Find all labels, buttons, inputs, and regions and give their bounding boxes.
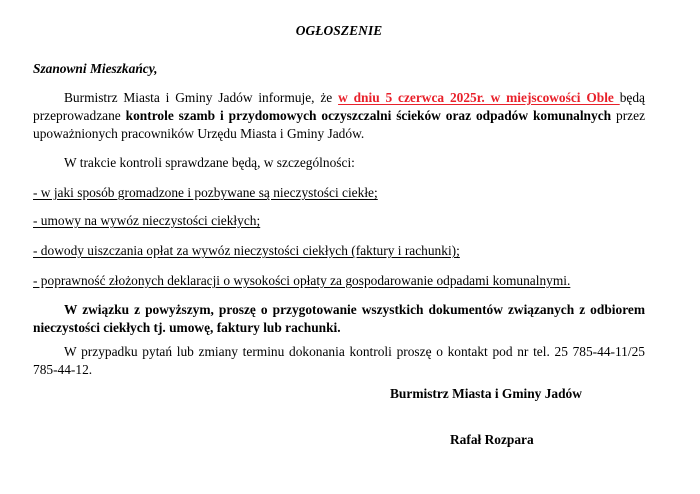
signature-name: Rafał Rozpara [450,432,534,447]
paragraph-ending-text: przez upoważnionych pracowników Urzędu Miasta i Gminy Jadów. [33,108,646,141]
announcement-document [33,0,645,494]
document-title: OGŁOSZENIE [295,23,383,38]
checklist-intro: W trakcie kontroli sprawdzane będą, w szczególności: [64,155,355,170]
date-location-highlight: w dniu 5 czerwca 2025r. w miejscowości Oble [338,90,620,105]
checklist-item: - w jaki sposób gromadzone i pozbywane są nieczystości ciekłe; [33,185,378,200]
contact-info: W przypadku pytań lub zmiany terminu dokonania kontroli proszę o kontakt pod nr tel. 25 785-44-11/25 785-44-12. [33,344,645,377]
preparation-request: W związku z powyższym, proszę o przygotowanie wszystkich dokumentów związanych z odbiorem nieczystości ciekłych tj. umowę, faktury lub rachunki. [33,302,645,335]
paragraph-middle-text: będą przeprowadzane [33,90,645,123]
paragraph-intro-text: Burmistrz Miasta i Gminy Jadów informuje, że [64,90,339,105]
checklist-item: - dowody uiszczania opłat za wywóz nieczystości ciekłych (faktury i rachunki); [33,243,460,258]
checklist-item: - poprawność złożonych deklaracji o wysokości opłaty za gospodarowanie odpadami komunalnymi. [33,273,571,288]
inspection-subject: kontrole szamb i przydomowych oczyszczalni ścieków oraz odpadów komunalnych [125,108,612,123]
signature-office: Burmistrz Miasta i Gminy Jadów [390,386,582,401]
paragraph-announcement [33,89,645,143]
greeting: Szanowni Mieszkańcy, [33,61,158,76]
checklist-item: - umowy na wywóz nieczystości ciekłych; [33,213,261,228]
